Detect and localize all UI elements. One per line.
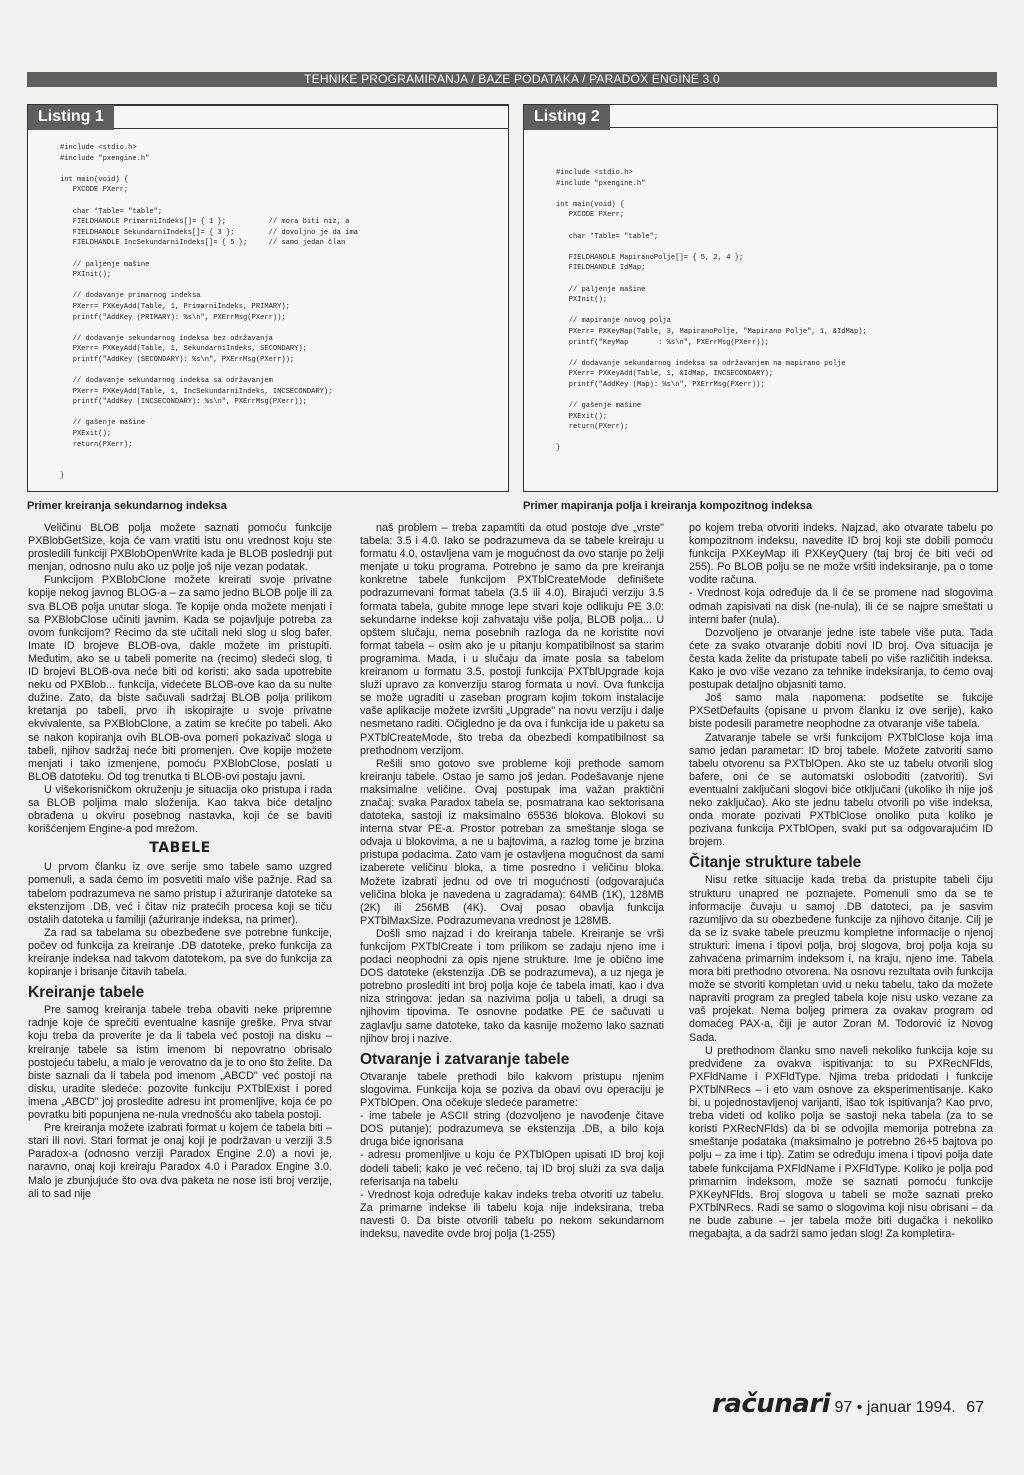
listing-1-box — [27, 104, 509, 492]
paragraph: U prvom članku iz ove serije smo tabele samo uzgred pomenuli, a sada ćemo im posvetiti malo više pažnje. Rad sa tabelom podrazumeva ne samo pristup i ažuriranje datoteke sa ekstenzijom .DB, već i čitav niz pratećih procesa koji se tiču ostalih datoteka u familiji (ažuriranje indeksa, na primer). — [28, 861, 332, 926]
paragraph: Nisu retke situacije kada treba da pristupite tabeli čiju strukturu unapred ne poznajete. Pomenuli smo da se te informacije čuvaju u samoj .DB datoteci, pa je sasvim razumljivo da su obezbeđene funkcije za njihovo čitanje. Cilj je da se iz svake tabele preuzmu kompletne informacije o njenoj strukturi: imena i tipovi polja, broj slogova, broj polja koja su zahvaćena primarnim indeksom i, na kraju, njeno ime. Tabela mora biti prethodno otvorena. Na osnovu rezultata ovih funkcija može se stvoriti kompletan uvid u neku tabelu, tako da možete napraviti program za pregled tabela koje nisu usko vezane za vaš projekat. Nema boljeg primera za ovakav program od domaćeg PAX-a, čiji je autor Zoran M. Todorović iz Novog Sada. — [689, 874, 993, 1044]
paragraph: - adresu promenljive u koju će PXTblOpen upisati ID broj koji dodeli tabeli; kako je već rečeno, taj ID broj služi za sva dalja referisanja na tabelu — [360, 1149, 664, 1188]
page-number: 67 — [966, 1399, 985, 1416]
listing-1-caption: Primer kreiranja sekundarnog indeksa — [27, 500, 227, 512]
listing-2-caption: Primer mapiranja polja i kreiranja kompozitnog indeksa — [523, 500, 813, 512]
page-footer — [712, 1389, 997, 1419]
paragraph: Veličinu BLOB polja možete saznati pomoću funkcije PXBlobGetSize, koja će vam vratiti istu onu vrednost koju ste prosledili funkciji PXBlobOpenWrite kada je BLOB poslednji put menjan, odnosno nulu ako uz polje još nije vezan podatak. — [28, 522, 332, 574]
section-heading: TABELE — [149, 840, 211, 857]
paragraph: Rešili smo gotovo sve probleme koji prethode samom kreiranju tabele. Ostao je samo još jedan. Podešavanje njene maksimalne veličine. Ovaj postupak ima važan praktični značaj: svaka Paradox tabela se, posmatrana kao sektorisana datoteka, sastoji iz maksimalno 65536 blokova. Blokovi su interna stvar PE-a. Prostor potreban za smeštanje sloga se odvaja u blokovima, a ne u bajtovima, a razlog tome je brzina pristupa podacima. Zato vam je ostavljena mogućnost da sami izaberete veličinu bloka, a time posredno i veličinu bloka. Možete izabrati jednu od ove tri mogućnosti (odgovarajuća veličina bloka je navedena u zagradama): 64MB (1K), 128MB (2K) ili 256MB (4K). Ovaj posao obavlja funkcija PXTblMaxSize. Podrazumevana vrednost je 128MB. — [360, 757, 664, 927]
paragraph: po kojem treba otvoriti indeks. Najzad, ako otvarate tabelu po kompozitnom indeksu, navedite ID broj koji ste dobili pomoću funkcija PXKeyMap ili PXKeyQuery (taj broj će biti veći od 255). Po BLOB polju se ne može vršiti indeksiranje, pa o tome vodite računa. — [689, 522, 993, 587]
listing-1-code: #include <stdio.h> #include "pxengine.h" int main(void) { PXCODE PXerr; char *Table= "table"; FIELDHANDLE PrimarniIndeks[]= { 1 }; // mora biti niz, a FIELDHANDLE SekundarniIndeks[]= { 3 }; // dovoljno je da ima FIELDHANDLE IncSekundarniIndeks[]= { 5 }; // samo jedan član // paljenje mašine PXInit(); // dodavanje primarnog indeksa PXerr= PXKeyAdd(Table, 1, PrimarniIndeks, PRIMARY); printf("AddKey (PRIMARY): %s\n", PXErrMsg(PXerr)); // dodavanje sekundarnog indeksa bez održavanja PXerr= PXKeyAdd(Table, 1, SekundarniIndeks, SECONDARY); printf("AddKey (SECONDARY): %s\n", PXErrMsg(PXerr)); // dodavanje sekundarnog indeksa sa održavanjem PXerr= PXKeyAdd(Table, 1, IncSekundarniIndeks, INCSECONDARY); printf("AddKey (INCSECONDARY): %s\n", PXErrMsg(PXerr)); // gašenje mašine PXExit(); return(PXerr); } — [60, 144, 358, 481]
section-heading: Kreiranje tabele — [28, 984, 145, 1002]
paragraph: U višekorisničkom okruženju je situacija oko pristupa i rada sa BLOB poljima malo složenija. Kao takva biće detaljno obrađena u okviru posebnog nastavka, koji će se baviti korišćenjem Engine-a pod mrežom. — [28, 783, 332, 836]
listing-1-title: Listing 1 — [28, 105, 114, 130]
magazine-logo: računari — [712, 1389, 831, 1419]
paragraph: Pre kreiranja možete izabrati format u kojem će tabela biti – stari ili novi. Stari format je onaj koji je podržavan u verziji 3.5 Paradox-a (odnosno verziji Paradox Engine 2.0) a novi je, naravno, onaj koji kreiraju Paradox 4.0 i Paradox Engine 3.0. Malo je zbunjujuće što ova dva paketa ne nose isti broj verzije, ali to sad nije — [28, 1122, 332, 1200]
paragraph: Zatvaranje tabele se vrši funkcijom PXTblClose koja ima samo jedan parametar: ID broj tabele. Možete zatvoriti samo tabelu otvorenu sa PXTblOpen. Ako ste uz tabelu otvorili slog bafere, oni će se automatski oslobođiti (zatvoriti). Svi eventualni zaključani slogovi biće otključani (ukoliko ih nije još neko zaključao). Ako ste jednu tabelu otvorili po više indeksa, onda morate pozivati PXTblClose onoliko puta koliko je pozivana funkcija PXTblOpen, svaki put sa odgovarajućim ID brojem. — [689, 731, 993, 849]
paragraph: U prethodnom članku smo naveli nekoliko funkcija koje su predviđene za ovakva ispitivanja: to su PXRecNFlds, PXFldName i PXFldType. Njima treba pridodati i funkcije PXTblNRecs – i eto vam osnove za eksperimentisanje. Kako bi, u pojednostavljenoj varijanti, išao tok ispitivanja? Kao prvo, treba videti od koliko polja se sastoji neka tabela (za to se koristi PXRecNFlds) da bi se odvojila memorija potrebna za smeštanje podataka (maksimalno je potrebno 26+5 bajtova po polju – za ime i tip). Zatim se određuju imena i tipovi polja date tabele funkcijama PXFldName i PXFldType. Koliko je polja pod primarnim indeksom, može se saznati pomoću funkcije PXKeyNFlds. Broj slogova u tabeli se može saznati preko PXTblNRecs. Radi se samo o slogovima koji nisu obrisani – da ne bude zabune – jer tabela može biti dugačka i nekoliko megabajta, a da sadrži samo jedan slog! Za kompletira- — [689, 1044, 993, 1240]
article-column-1 — [28, 522, 332, 1201]
paragraph: Dozvoljeno je otvaranje jedne iste tabele više puta. Tada ćete za svako otvaranje dobiti novi ID broj. Ova situacija je česta kada želite da pristupate tabeli po više različitih indeksa. Kako je ovo više vezano za tehnike indeksiranja, to ćemo ovaj postupak detaljno objasniti tamo. — [689, 626, 993, 692]
paragraph: Funkcijom PXBlobClone možete kreirati svoje privatne kopije nekog javnog BLOG-a – za samo jedno BLOB polje ili za sva BLOB polja unutar sloga. Te kopije onda možete menjati i sa PXBlobClose učiniti javnim. Kada se pojavljuje potreba za ovom funkcijom? Recimo da ste učitali neki slog u slog bafer. Imate ID brojeve BLOB-ova, dakle možete im pristupiti. Međutim, ako se u tabeli pomerite na (recimo) sledeći slog, ti ID brojevi BLOB-ova neće biti od koristi: ako sada upotrebite neku od PXBlob... funkcija, videćete BLOB-ove kao da su nulte dužine. Zato, da biste sačuvali sadržaj BLOB polja prilikom kretanja po tabeli, prvo ih iskopirajte u svoje privatne ekvivalente, sa PXBlobClone, a zatim se krećite po tabeli. Ako se nakon kopiranja ovih BLOB-ova pomeri pokazivač sloga u tabeli, njihov sadržaj neće biti promenjen. Ove kopije možete menjati i tako izmenjene, pomoću PXBlobClose, poslati u BLOB datoteku. Od tog trenutka ti BLOB-ovi postaju javni. — [28, 574, 332, 783]
paragraph: Za rad sa tabelama su obezbeđene sve potrebne funkcije, počev od funkcija za kreiranje .DB datoteke, preko funkcija za kreiranje indeksa nad takvom datotekom, pa sve do funkcija za kopiranje i brisanje čitavih tabela. — [28, 926, 332, 979]
listing-2-title: Listing 2 — [524, 105, 610, 130]
listing-2-code: #include <stdio.h> #include "pxengine.h" int main(void) { PXCODE PXerr; char *Table= "table"; FIELDHANDLE MapiranoPolje[]= { 5, 2, 4 }; FIELDHANDLE IdMap; // paljenje mašine PXInit(); // mapiranje novog polja PXerr= PXKeyMap(Table, 3, MapiranoPolje, "Mapirano Polje", 1, &IdMap); printf("KeyMap : %s\n", PXErrMsg(PXerr)); // dodavanje sekundarnog indeksa sa održavanjem na mapirano polje PXerr= PXKeyAdd(Table, 1, &IdMap, INCSECONDARY); printf("AddKey (Map): %s\n", PXErrMsg(PXerr)); // gašenje mašine PXExit(); return(PXerr); } — [556, 169, 867, 453]
section-heading: Otvaranje i zatvaranje tabele — [360, 1050, 570, 1068]
paragraph: Otvaranje tabele prethodi bilo kakvom pristupu njenim slogovima. Funkcija koja se poziva da obavi ovu operaciju je PXTblOpen. Ona očekuje sledeće parametre: — [360, 1070, 664, 1110]
article-column-2 — [360, 522, 664, 1241]
paragraph: naš problem – treba zapamtiti da otud postoje dve „vrste" tabela: 3.5 i 4.0. Iako se podrazumeva da se tabele kreiraju u formatu 4.0, ostavljena vam je mogućnost da ovo stanje po želji menjate u toku programa. Potrebno je samo da pre kreiranja konkretne tabele funkcijom PXTblCreateMode definišete podrazumevani format tabela (3.5 ili 4.0). Birajući verziju 3.5 formata tabela, gubite mnoge lepe stvari koje odlikuju PE 3.0: sekundarne indekse koji zahvataju više polja, BLOB polja... U opštem slučaju, nema posebnih razloga da ne koristite novi format tabela – osim ako je u pitanju kompatibilnost sa starim programima. Mada, i u slučaju da imate posla sa tabelom kreiranom u formatu 3.5, postoji funkcija PXTblUpgrade koja služi upravo za konverziju starog formata u novi. Ova funkcija se može ugraditi u zaseban program kojim tokom instalacije vaše aplikacije možete izvršiti „Upgrade" na novu verziju i dalje nesmetano raditi. Očigledno je da ova i funkcija ide u paketu sa PXTblCreateMode, što treba da obezbedi kompatibilnost sa prethodnom verzijom. — [360, 522, 664, 757]
paragraph: - Vrednost koja određuje da li će se promene nad slogovima odmah zapisivati na disk (ne-nula), ili će se najpre smeštati u interni bafer (nula). — [689, 587, 993, 626]
issue-info: 97 • januar 1994. — [834, 1399, 956, 1416]
article-column-3 — [689, 522, 993, 1241]
section-header: TEHNIKE PROGRAMIRANJA / BAZE PODATAKA / PARADOX ENGINE 3.0 — [27, 72, 997, 87]
paragraph: - Vrednost koja određuje kakav indeks treba otvoriti uz tabelu. Za primarne indekse ili tabelu koja nije indeksirana, treba navesti 0. Da biste otvorili tabelu po nekom sekundarnom indeksu, navedite ovde broj polja (1-255) — [360, 1188, 664, 1240]
paragraph: Još samo mala napomena: podsetite se fukcije PXSetDefaults (opisane u prvom članku iz ove serije), kako biste podesili parametre neophodne za otvaranje više tabela. — [689, 692, 993, 731]
listing-2-box — [523, 104, 998, 492]
paragraph: Pre samog kreiranja tabele treba obaviti neke pripremne radnje koje će sprečiti eventualne kasnije greške. Prva stvar koju treba da proverite je da li tabela već postoji na disku – kreiranje tabele sa istim imenom bi nepovratno obrisalo postojeću tabelu, a malo je verovatno da je to ono što želite. Da biste saznali da li tabela pod imenom „ABCD" već postoji na disku, uradite sledeće: pozovite funkciju PXTblExist i pored imena „ABCD" joj prosledite adresu int promenljive, koja će po povratku biti popunjena ne-nula vrednošću ako tabela postoji. — [28, 1004, 332, 1122]
paragraph: - ime tabele je ASCII string (dozvoljeno je navođenje čitave DOS putanje); podrazumeva se ekstenzija .DB, a bilo koja druga biće ignorisana — [360, 1110, 664, 1149]
paragraph: Došli smo najzad i do kreiranja tabele. Kreiranje se vrši funkcijom PXTblCreate i tom prilikom se zadaju njeno ime i podaci neophodni za opis njene strukture. Ime je obično ime DOS datoteke (ekstenzija .DB se podrazumeva), a uz njega je potrebno proslediti int broj polja koje će tabela imati, kao i dva niza stringova: jedan sa nazivima polja u tabeli, a drugi sa njihovim tipovima. Te osnovne podatke PE će sačuvati u zaglavlju same datoteke, tako da kasnije možemo lako saznati njihov broj i nazive. — [360, 927, 664, 1045]
section-heading: Čitanje strukture tabele — [689, 854, 862, 872]
